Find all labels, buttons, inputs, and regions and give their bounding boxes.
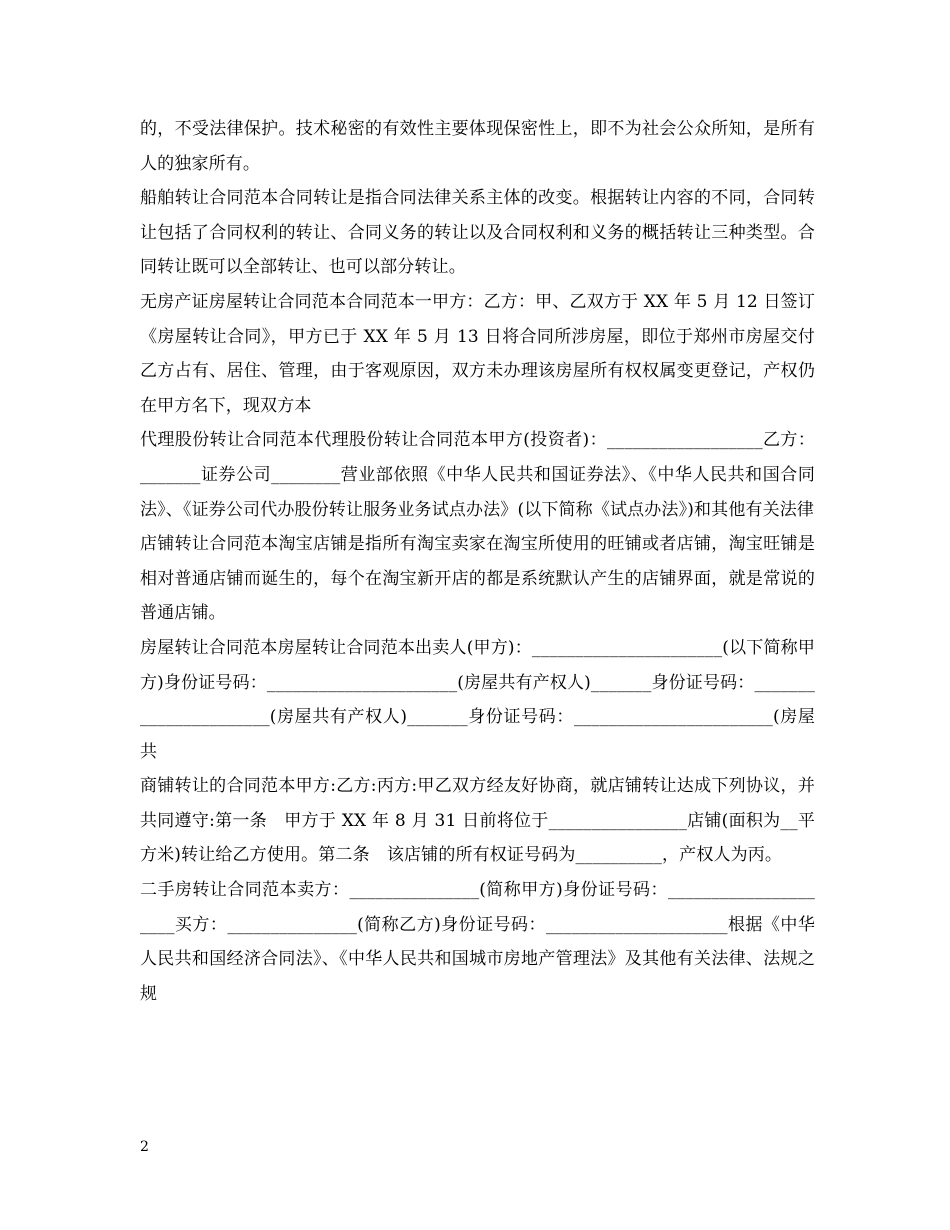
paragraph-second-hand-house: 二手房转让合同范本卖方：_______________(简称甲方)身份证号码：_____________________买方：_______________(简称乙方)身份证号码：_____________________根据《中华人民共和国经济合同法》、《中华人民共和国城市房地产管理法》及其他有关法律、法规之规 xyxy=(140,880,815,1004)
page-number: 2 xyxy=(140,1139,149,1155)
document-body xyxy=(140,112,815,1011)
paragraph-store-transfer: 商铺转让的合同范本甲方:乙方:丙方:甲乙双方经友好协商，就店铺转让达成下列协议，并共同遵守:第一条 甲方于 XX 年 8 月 31 日前将位于________________店铺(面积为__平方米)转让给乙方使用。第二条 该店铺的所有权证号码为__________，产权人为丙。 xyxy=(140,776,815,866)
paragraph-shop-transfer: 店铺转让合同范本淘宝店铺是指所有淘宝卖家在淘宝所使用的旺铺或者店铺，淘宝旺铺是相对普通店铺而诞生的，每个在淘宝新开店的都是系统默认产生的店铺界面，就是常说的普通店铺。 xyxy=(140,534,815,624)
paragraph-house-no-certificate: 无房产证房屋转让合同范本合同范本一甲方：乙方：甲、乙双方于 XX 年 5 月 12 日签订《房屋转让合同》，甲方已于 XX 年 5 月 13 日将合同所涉房屋，即位于郑州市房屋交付乙方占有、居住、管理，由于客观原因，双方未办理该房屋所有权权属变更登记，产权仍在甲方名下，现双方本 xyxy=(140,291,815,416)
paragraph-house-transfer: 房屋转让合同范本房屋转让合同范本出卖人(甲方)：______________________(以下简称甲方)身份证号码：______________________(房屋共有产权人)_______身份证号码：______________________(房屋共有产权人)_______身份证号码：_______________________(房屋共 xyxy=(140,637,815,762)
paragraph-ship-transfer: 船舶转让合同范本合同转让是指合同法律关系主体的改变。根据转让内容的不同，合同转让包括了合同权利的转让、合同义务的转让以及合同权利和义务的概括转让三种类型。合同转让既可以全部转让、也可以部分转让。 xyxy=(140,188,815,278)
paragraph-trade-secret: 的，不受法律保护。技术秘密的有效性主要体现保密性上，即不为社会公众所知，是所有人的独家所有。 xyxy=(140,119,815,174)
paragraph-agency-share-transfer: 代理股份转让合同范本代理股份转让合同范本甲方(投资者)：__________________乙方：_______证券公司________营业部依照《中华人民共和国证券法》、《中华人民共和国合同法》、《证券公司代办股份转让服务业务试点办法》(以下简称《试点办法》)和其他有关法律 xyxy=(140,430,815,520)
